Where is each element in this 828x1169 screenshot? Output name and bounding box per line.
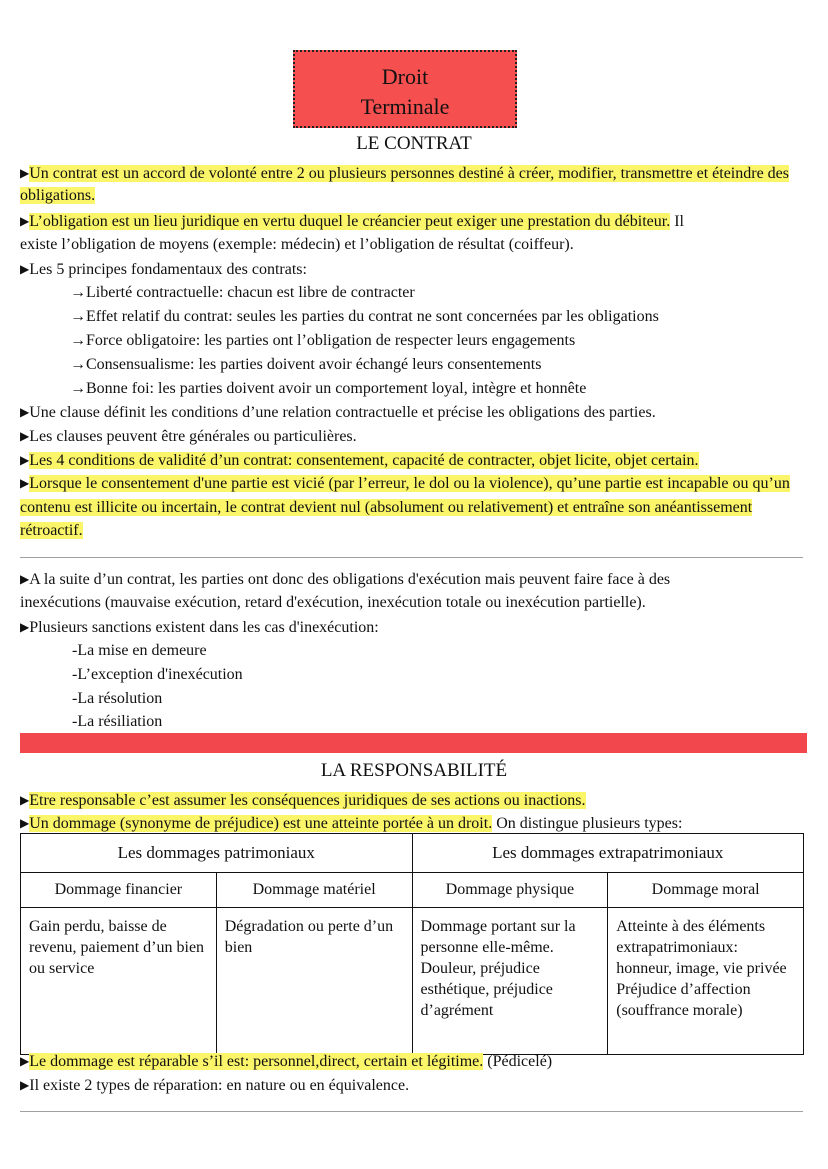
bullet-icon: ▶ [20, 1078, 30, 1092]
bullet-icon: ▶ [20, 816, 30, 830]
sanction-item: -La mise en demeure [72, 642, 207, 659]
text: A la suite d’un contrat, les parties ont donc des obligations d'exécution mais peuvent faire face à des [29, 571, 671, 588]
paragraph [20, 812, 810, 835]
text: On distingue plusieurs types: [492, 815, 683, 832]
section-heading-responsabilite: LA RESPONSABILITÉ [320, 760, 508, 781]
paragraph-line: existe l’obligation de moyens (exemple: médecin) et l’obligation de résultat (coiffeur). [20, 236, 574, 253]
table-row [21, 908, 804, 1055]
highlight-text: L’obligation est un lieu juridique en vertu duquel le créancier peut exiger une prestation du débiteur. [29, 213, 671, 230]
paragraph [20, 258, 810, 281]
text: Les clauses peuvent être générales ou particulières. [29, 428, 357, 445]
title-line1: Droit [381, 64, 429, 89]
section-separator-bar [20, 733, 807, 753]
table-header-row [21, 873, 804, 908]
highlight-text: Le dommage est réparable s’il est: personnel,direct, certain et légitime. [29, 1053, 484, 1070]
paragraph [20, 401, 810, 424]
title-box [293, 50, 517, 128]
text: (Pédicelé) [483, 1053, 553, 1070]
paragraph [20, 568, 810, 591]
highlight-text: Etre responsable c’est assumer les conséquences juridiques de ses actions ou inactions. [29, 792, 586, 809]
paragraph [20, 616, 810, 639]
sanction-item: -La résolution [72, 690, 163, 707]
bullet-icon: ▶ [20, 262, 30, 276]
table-cell: Gain perdu, baisse de revenu, paiement d’un bien ou service [21, 908, 217, 1055]
highlight-text: Les 4 conditions de validité d’un contrat: consentement, capacité de contracter, objet licite, objet certain. [29, 452, 699, 469]
table-group-header: Les dommages extrapatrimoniaux [412, 834, 804, 873]
principle-item: →Effet relatif du contrat: seules les parties du contrat ne sont concernées par les obligations [70, 308, 659, 325]
sanction-item: -L’exception d'inexécution [72, 666, 243, 683]
table-group-header: Les dommages patrimoniaux [21, 834, 413, 873]
highlight-text: Lorsque le consentement d'une partie est vicié (par l’erreur, le dol ou la violence), qu’une partie est incapable ou qu’un contenu est illicite ou incertain, le contrat devient nul (absolument ou relativement) et entraîne son anéantissement rétroactif. [20, 475, 790, 539]
highlight-text: Un contrat est un accord de volonté entre 2 ou plusieurs personnes destiné à créer, modifier, transmettre et éteindre des obligations. [20, 165, 790, 204]
table-column-header: Dommage physique [412, 873, 608, 908]
bullet-icon: ▶ [20, 793, 30, 807]
damages-table [20, 833, 804, 1055]
bullet-icon: ▶ [20, 1054, 30, 1068]
text: Plusieurs sanctions existent dans les cas d'inexécution: [29, 619, 379, 636]
bullet-icon: ▶ [20, 572, 30, 586]
paragraph [20, 1074, 810, 1097]
principle-item: →Consensualisme: les parties doivent avoir échangé leurs consentements [70, 356, 542, 373]
bullet-icon: ▶ [20, 405, 30, 419]
text: Une clause définit les conditions d’une relation contractuelle et précise les obligations des parties. [29, 404, 656, 421]
text: Les 5 principes fondamentaux des contrats: [29, 261, 307, 278]
paragraph [20, 210, 810, 233]
paragraph [20, 789, 810, 812]
bullet-icon: ▶ [20, 429, 30, 443]
bullet-icon: ▶ [20, 620, 30, 634]
highlight-text: Un dommage (synonyme de préjudice) est une atteinte portée à un droit. [29, 815, 493, 832]
table-group-row [21, 834, 804, 873]
title-line2: Terminale [360, 94, 450, 119]
principle-item: →Force obligatoire: les parties ont l’obligation de respecter leurs engagements [70, 332, 576, 349]
bullet-icon: ▶ [20, 214, 30, 228]
table-column-header: Dommage moral [608, 873, 804, 908]
paragraph [20, 472, 810, 543]
table-column-header: Dommage matériel [216, 873, 412, 908]
section-heading-contrat: LE CONTRAT [356, 133, 472, 154]
principle-item: →Bonne foi: les parties doivent avoir un comportement loyal, intègre et honnête [70, 380, 587, 397]
divider [20, 557, 803, 558]
table-cell: Dégradation ou perte d’un bien [216, 908, 412, 1055]
paragraph [20, 449, 810, 472]
table-cell: Atteinte à des éléments extrapatrimoniaux: honneur, image, vie privée Préjudice d’affection (souffrance morale) [608, 908, 804, 1055]
bullet-icon: ▶ [20, 166, 30, 180]
table-cell: Dommage portant sur la personne elle-même. Douleur, préjudice esthétique, préjudice d’agrément [412, 908, 608, 1055]
bullet-icon: ▶ [20, 453, 30, 467]
paragraph-line: inexécutions (mauvaise exécution, retard d'exécution, inexécution totale ou inexécution partielle). [20, 594, 646, 611]
paragraph [20, 1050, 810, 1073]
text: Il [670, 213, 684, 230]
table-column-header: Dommage financier [21, 873, 217, 908]
paragraph [20, 162, 810, 207]
sanction-item: -La résiliation [72, 713, 163, 730]
divider [20, 1111, 803, 1112]
text: Il existe 2 types de réparation: en nature ou en équivalence. [29, 1077, 410, 1094]
principle-item: →Liberté contractuelle: chacun est libre de contracter [70, 284, 415, 301]
paragraph [20, 425, 810, 448]
bullet-icon: ▶ [20, 476, 30, 490]
